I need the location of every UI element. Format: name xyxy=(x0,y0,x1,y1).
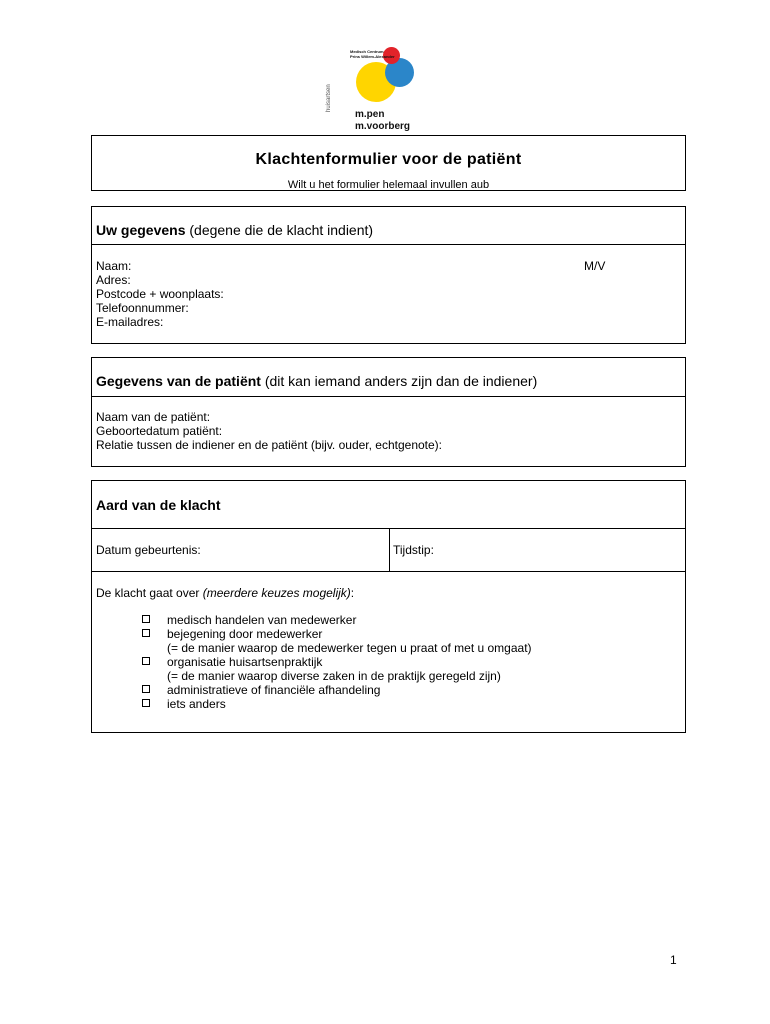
klacht-intro xyxy=(96,586,354,600)
form-title-box xyxy=(91,135,686,191)
logo-brand-line-1: m.pen xyxy=(355,109,385,120)
checkbox-icon[interactable] xyxy=(142,629,150,637)
option-organisatie[interactable] xyxy=(142,655,532,683)
section-patient-heading xyxy=(92,358,685,397)
intro-italic: (meerdere keuzes mogelijk) xyxy=(202,586,351,600)
column-divider xyxy=(389,529,390,571)
field-telefoonnummer[interactable]: Telefoonnummer: xyxy=(96,301,189,315)
section-uw-gegevens-heading xyxy=(92,207,685,245)
logo-vertical-text: huisartsen xyxy=(326,84,332,112)
heading-rest: (dit kan iemand anders zijn dan de indiener) xyxy=(260,373,538,389)
option-medisch-handelen[interactable] xyxy=(142,613,532,627)
field-naam[interactable]: Naam: xyxy=(96,259,132,273)
section-patient xyxy=(91,357,686,467)
intro-end: : xyxy=(350,586,355,600)
logo-small-text-2: Prins Willem-Alexander xyxy=(350,54,395,59)
option-label: administratieve of financiële afhandeling xyxy=(167,683,381,697)
heading-bold: Gegevens van de patiënt xyxy=(96,373,261,389)
field-relatie[interactable]: Relatie tussen de indiener en de patiënt (bijv. ouder, echtgenote): xyxy=(96,438,443,452)
field-datum-gebeurtenis[interactable]: Datum gebeurtenis: xyxy=(96,543,201,557)
option-note: (= de manier waarop de medewerker tegen u praat of met u omgaat) xyxy=(167,641,532,655)
checkbox-icon[interactable] xyxy=(142,657,150,665)
field-naam-patient[interactable]: Naam van de patiënt: xyxy=(96,410,211,424)
logo-brand-line-2: m.voorberg xyxy=(355,121,411,132)
logo-small-text-1: Medisch Centrum xyxy=(350,49,384,54)
heading-rest: (degene die de klacht indient) xyxy=(185,222,374,238)
intro-text: De klacht gaat over xyxy=(96,586,203,600)
heading-bold: Uw gegevens xyxy=(96,222,186,238)
form-subtitle: Wilt u het formulier helemaal invullen aub xyxy=(287,179,490,191)
option-note: (= de manier waarop diverse zaken in de praktijk geregeld zijn) xyxy=(167,669,501,683)
field-adres[interactable]: Adres: xyxy=(96,273,131,287)
section-aard-klacht xyxy=(91,480,686,733)
option-label: medisch handelen van medewerker xyxy=(167,613,357,627)
option-label: organisatie huisartsenpraktijk xyxy=(167,655,323,669)
field-postcode-woonplaats[interactable]: Postcode + woonplaats: xyxy=(96,287,224,301)
option-label: iets anders xyxy=(167,697,226,711)
section-uw-gegevens-body xyxy=(92,245,685,329)
field-emailadres[interactable]: E-mailadres: xyxy=(96,315,164,329)
checkbox-icon[interactable] xyxy=(142,685,150,693)
field-geboortedatum[interactable]: Geboortedatum patiënt: xyxy=(96,424,223,438)
field-gender[interactable]: M/V xyxy=(584,259,606,273)
page-number: 1 xyxy=(670,953,677,967)
klacht-options xyxy=(142,613,532,711)
practice-logo xyxy=(326,42,440,134)
form-title: Klachtenformulier voor de patiënt xyxy=(255,151,522,168)
option-label: bejegening door medewerker xyxy=(167,627,323,641)
section-aard-heading xyxy=(92,481,685,529)
heading-bold: Aard van de klacht xyxy=(96,497,221,513)
option-iets-anders[interactable] xyxy=(142,697,532,711)
checkbox-icon[interactable] xyxy=(142,699,150,707)
section-patient-body xyxy=(92,397,685,452)
checkbox-icon[interactable] xyxy=(142,615,150,623)
option-bejegening[interactable] xyxy=(142,627,532,655)
datum-tijdstip-row xyxy=(92,529,685,572)
field-tijdstip[interactable]: Tijdstip: xyxy=(393,543,434,557)
option-administratief[interactable] xyxy=(142,683,532,697)
section-uw-gegevens xyxy=(91,206,686,344)
